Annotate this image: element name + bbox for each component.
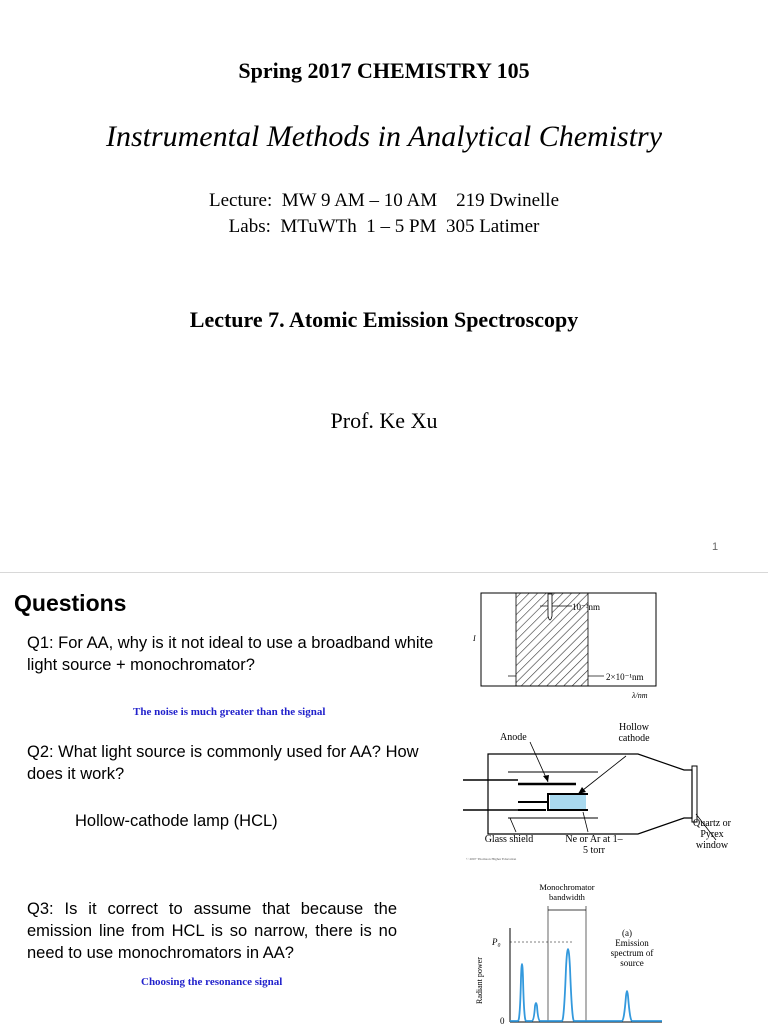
answer-1: The noise is much greater than the signal <box>133 706 326 718</box>
window-label: Quartz or Pyrex window <box>692 818 732 851</box>
axis-x-label: λ/nm <box>632 691 648 700</box>
question-2: Q2: What light source is commonly used for AA? How does it work? <box>27 743 419 783</box>
anode-label: Anode <box>500 732 527 743</box>
p0-label: P₀ <box>492 937 501 947</box>
zero-label: 0 <box>500 1016 505 1024</box>
professor-name: Prof. Ke Xu <box>330 408 438 433</box>
copyright-note: © 2007 Thomson Higher Education <box>466 857 517 861</box>
question-3: Q3: Is it correct to assume that because the emission line from HCL is so narrow, there is no need to use monochromators in AA? <box>27 900 397 962</box>
cathode-cavity <box>550 795 586 809</box>
cathode-label: Hollow cathode <box>618 722 650 744</box>
glass-shield-label: Glass shield <box>484 834 534 845</box>
questions-title: Questions <box>14 590 127 616</box>
lamp-window <box>692 766 697 822</box>
lecture-schedule: Lecture: MW 9 AM – 10 AM 219 Dwinelle <box>208 190 560 211</box>
answer-3: Choosing the resonance signal <box>141 976 283 988</box>
axis-y-label: I <box>473 634 476 643</box>
spectrum-caption: Emission spectrum of source <box>610 938 654 968</box>
label-narrow-width: 10⁻³nm <box>572 602 600 612</box>
course-subtitle: Instrumental Methods in Analytical Chemistry <box>105 120 663 153</box>
slide-divider <box>0 572 768 573</box>
lecture-heading: Lecture 7. Atomic Emission Spectroscopy <box>189 307 579 332</box>
lamp-envelope <box>488 754 692 834</box>
bandwidth-label: Monochromator bandwidth <box>539 882 595 902</box>
hollow-cathode-lamp-diagram <box>458 722 738 864</box>
fill-gas-label: Ne or Ar at 1–5 torr <box>565 834 623 856</box>
linewidth-figure <box>468 586 668 710</box>
labs-schedule: Labs: MTuWTh 1 – 5 PM 305 Latimer <box>228 216 540 237</box>
question-1: Q1: For AA, why is it not ideal to use a broadband white light source + monochromator? <box>27 634 434 674</box>
narrow-line-peak <box>548 594 552 620</box>
answer-2: Hollow-cathode lamp (HCL) <box>75 812 278 830</box>
panel-label: (a) <box>622 928 632 938</box>
emission-spectrum-figure <box>462 878 682 1024</box>
page-number: 1 <box>712 541 719 553</box>
ylabel: Radiant power <box>475 957 484 1004</box>
label-broad-width: 2×10⁻¹nm <box>606 672 644 682</box>
course-title: Spring 2017 CHEMISTRY 105 <box>238 58 530 83</box>
